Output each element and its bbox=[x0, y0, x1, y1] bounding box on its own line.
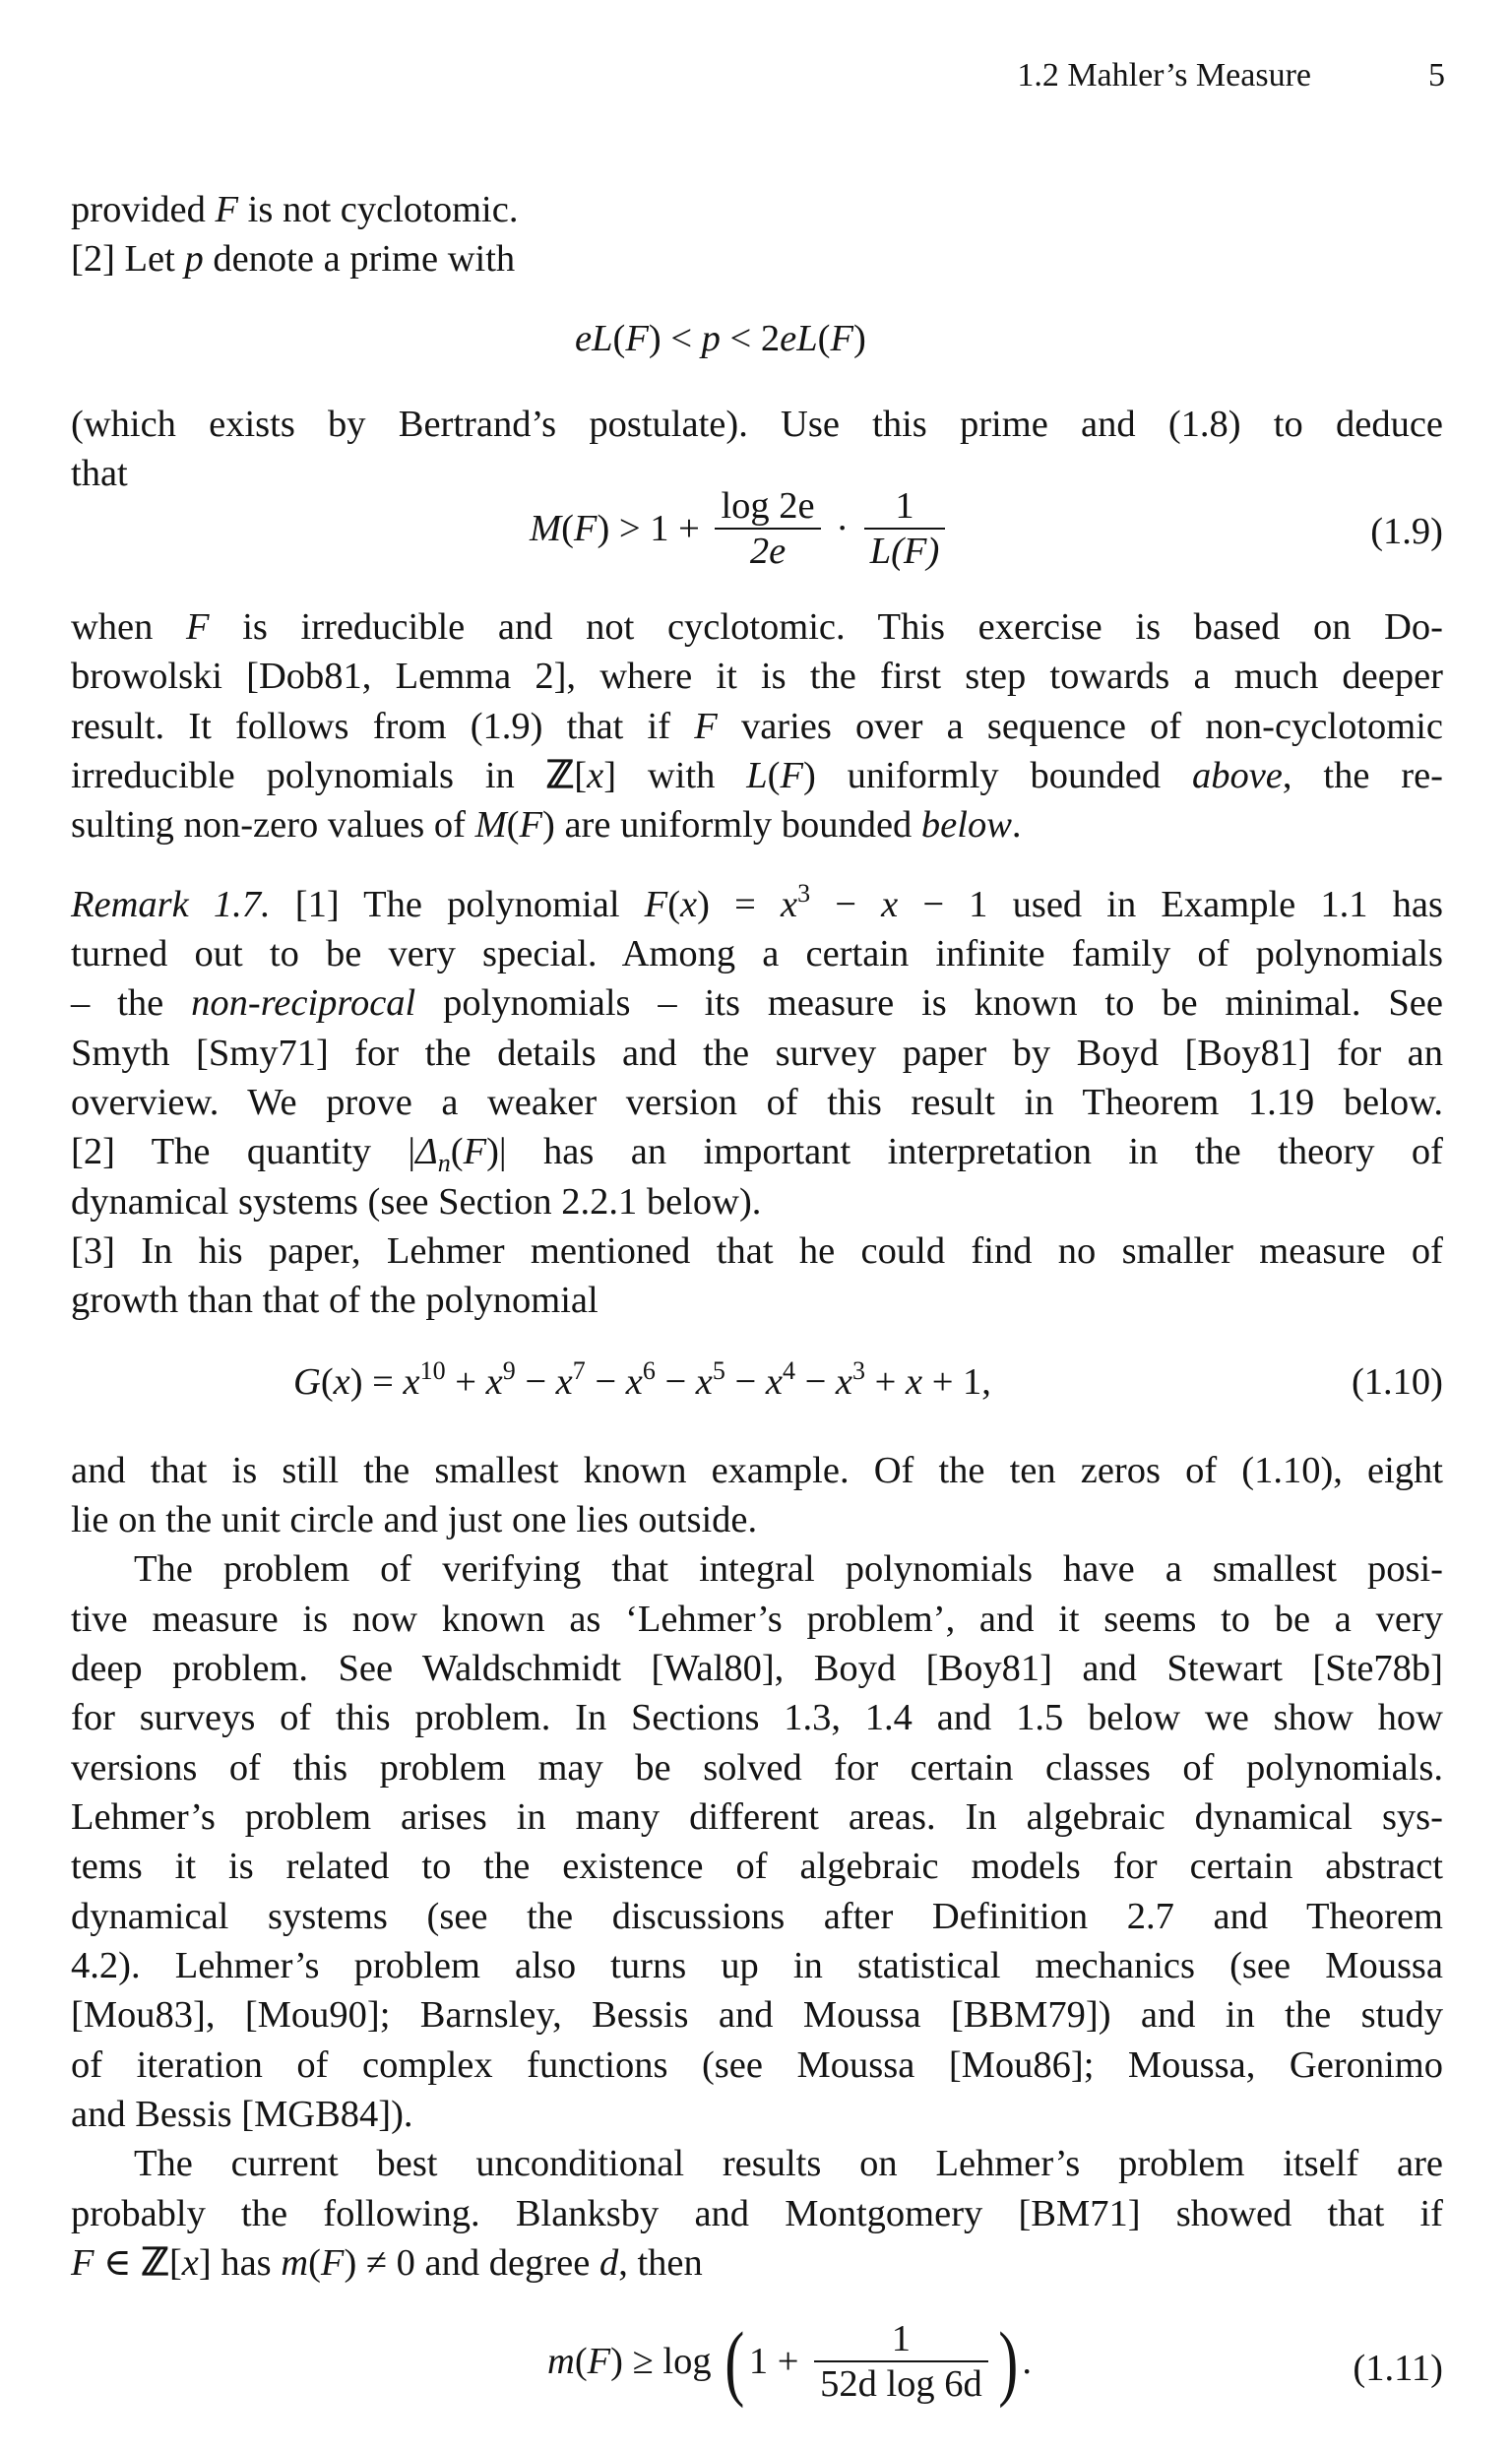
text-line: lie on the unit circle and just one lies outside. bbox=[71, 1499, 758, 1540]
text-line: growth than that of the polynomial bbox=[71, 1280, 598, 1321]
equation-number: (1.10) bbox=[1351, 1361, 1443, 1403]
text-line: (which exists by Bertrand’s postulate). Use this prime and (1.8) to deduce bbox=[71, 404, 1443, 445]
text-line: versions of this problem may be solved for certain classes of polynomials. bbox=[71, 1747, 1443, 1789]
text-line: 4.2). Lehmer’s problem also turns up in statistical mechanics (see Moussa bbox=[71, 1945, 1443, 1986]
text-line: [2] Let p denote a prime with bbox=[71, 238, 516, 280]
text-line: Lehmer’s problem arises in many different areas. In algebraic dynamical sys- bbox=[71, 1796, 1443, 1838]
text-line: tive measure is now known as ‘Lehmer’s problem’, and it seems to be a very bbox=[71, 1599, 1443, 1640]
text-line: irreducible polynomials in ℤ[x] with L(F) uniformly bounded above, the re- bbox=[71, 755, 1443, 796]
equation-1-9: M(F) > 1 + $\frac{\log 2e}{2e}$ · $\frac{1}{L(F)}$ (1.9) bbox=[530, 485, 1443, 572]
text-line: tems it is related to the existence of algebraic models for certain abstract bbox=[71, 1846, 1443, 1887]
equation-1-11: m(F) ≥ log ( 1 + $\frac{1}{\text{52d log 6d}}$ ) . (1.11) bbox=[547, 2314, 1443, 2409]
remark-label: Remark 1.7. bbox=[71, 884, 271, 925]
text-line: [Mou83], [Mou90]; Barnsley, Bessis and Moussa [BBM79]) and in the study bbox=[71, 1994, 1443, 2036]
fraction: $\frac{\log 2e}{2e}$ bbox=[715, 484, 820, 573]
text-line: that bbox=[71, 453, 128, 494]
text-line: result. It follows from (1.9) that if F varies over a sequence of non-cyclotomic bbox=[71, 706, 1443, 747]
fraction: $\frac{1}{\text{52d log 6d}}$ bbox=[814, 2317, 988, 2406]
equation-number: (1.11) bbox=[1353, 2348, 1443, 2389]
text-line: deep problem. See Waldschmidt [Wal80], Boyd [Boy81] and Stewart [Ste78b] bbox=[71, 1648, 1443, 1689]
text-line: dynamical systems (see Section 2.2.1 below). bbox=[71, 1181, 762, 1223]
equation-bertrand: eL(F) < p < 2eL(F) bbox=[575, 318, 866, 359]
text-line: F ∈ ℤ[x] has m(F) ≠ 0 and degree d, then bbox=[71, 2242, 703, 2284]
text-line: sulting non-zero values of M(F) are uniformly bounded below. bbox=[71, 804, 1022, 846]
text-line: of iteration of complex functions (see Moussa [Mou86]; Moussa, Geronimo bbox=[71, 2044, 1443, 2086]
fraction: $\frac{1}{L(F)}$ bbox=[864, 484, 946, 573]
page-number: 5 bbox=[1428, 57, 1445, 94]
equation-1-10: $G(x) = x^{10} + x^9 - x^7 - x^6 - x^5 - x^4 - x^3 + x + 1$, (1.10) bbox=[293, 1356, 1443, 1403]
text-line: dynamical systems (see the discussions after Definition 2.7 and Theorem bbox=[71, 1896, 1443, 1937]
text-line: [3] In his paper, Lehmer mentioned that he could find no smaller measure of bbox=[71, 1230, 1443, 1272]
text-line: when F is irreducible and not cyclotomic. This exercise is based on Do- bbox=[71, 606, 1443, 648]
text-line: overview. We prove a weaker version of this result in Theorem 1.19 below. bbox=[71, 1082, 1443, 1123]
text-line: provided F is not cyclotomic. bbox=[71, 189, 519, 230]
text-line: The current best unconditional results on Lehmer’s problem itself are bbox=[134, 2143, 1443, 2184]
running-header bbox=[71, 57, 1445, 106]
text-line: Remark 1.7. [1] The polynomial $F(x) = x^3 - x - 1$ used in Example 1.1 has bbox=[71, 879, 1443, 925]
text-line: browolski [Dob81, Lemma 2], where it is the first step towards a much deeper bbox=[71, 656, 1443, 697]
text-line: Smyth [Smy71] for the details and the survey paper by Boyd [Boy81] for an bbox=[71, 1033, 1443, 1074]
text-line: and that is still the smallest known example. Of the ten zeros of (1.10), eight bbox=[71, 1450, 1443, 1491]
text-line: for surveys of this problem. In Sections 1.3, 1.4 and 1.5 below we show how bbox=[71, 1697, 1443, 1738]
text-line: The problem of verifying that integral polynomials have a smallest posi- bbox=[134, 1548, 1443, 1590]
text-line: [2] The quantity $|\Delta_n(F)|$ has an important interpretation in the theory of bbox=[71, 1131, 1443, 1177]
text-line: probably the following. Blanksby and Montgomery [BM71] showed that if bbox=[71, 2193, 1443, 2234]
equation-number: (1.9) bbox=[1370, 511, 1443, 552]
text-line: turned out to be very special. Among a certain infinite family of polynomials bbox=[71, 933, 1443, 974]
text-line: and Bessis [MGB84]). bbox=[71, 2094, 413, 2135]
text-line: – the non-reciprocal polynomials – its measure is known to be minimal. See bbox=[71, 982, 1443, 1024]
running-title: 1.2 Mahler’s Measure bbox=[1017, 57, 1311, 94]
